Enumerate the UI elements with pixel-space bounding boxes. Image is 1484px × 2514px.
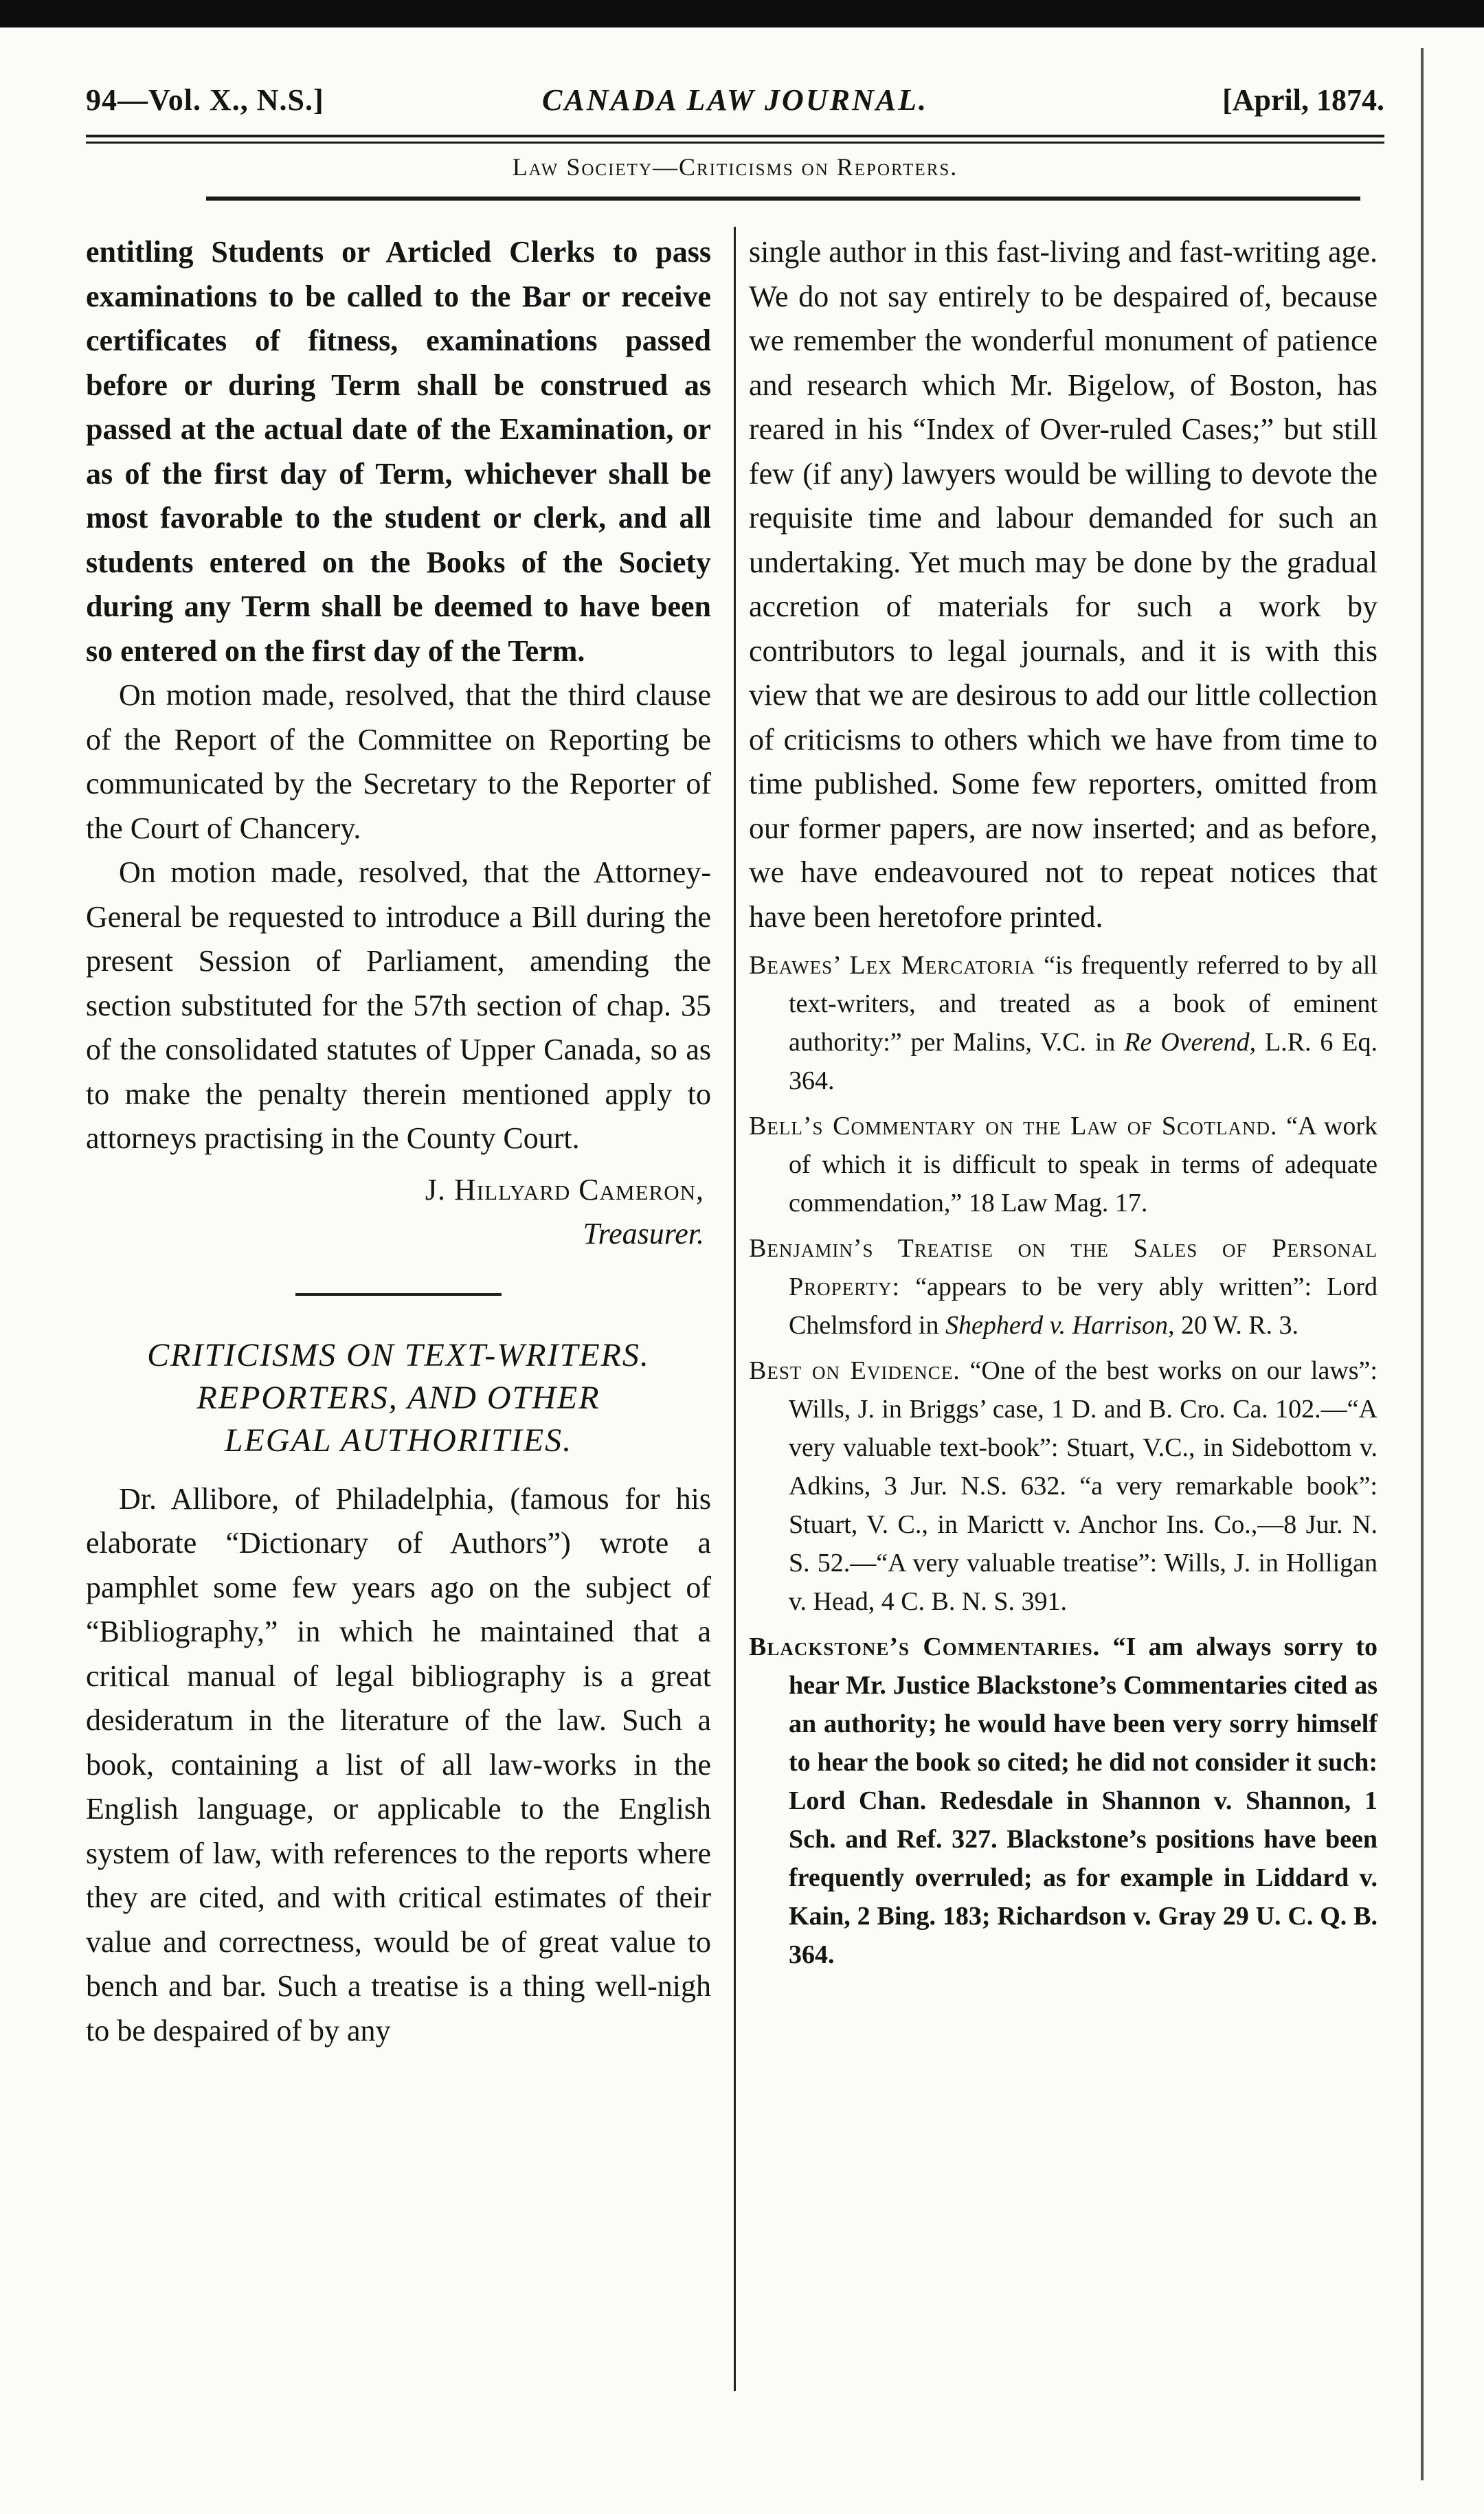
right-column: [749, 230, 1378, 1981]
article-heading-line-3: LEGAL AUTHORITIES.: [224, 1422, 573, 1459]
ref-title: Best on Evidence.: [749, 1356, 960, 1385]
section-rule: [206, 197, 1360, 201]
section-break-rule: [295, 1293, 502, 1296]
ref-text: “appears to be very ably written”: Lord Chelmsford in: [789, 1272, 1378, 1340]
left-column: [86, 230, 711, 2053]
ref-title: Bell’s Commentary on the Law of Scotland.: [749, 1112, 1278, 1141]
issue-date: [April, 1874.: [1222, 83, 1384, 117]
running-header: [86, 77, 1384, 125]
ref-title: Blackstone’s Commentaries.: [749, 1632, 1101, 1661]
section-title: Law Society—Criticisms on Reporters.: [512, 153, 958, 181]
signature-title: Treasurer.: [583, 1216, 704, 1250]
header-rule-bottom: [86, 142, 1384, 144]
paragraph-attorney-general-motion: On motion made, resolved, that the Attorney-General be requested to introduce a Bill during the present Session of Parliament, amending the section substituted for the 57th section of chap. 35 of the consolidated statutes of Upper Canada, so as to make the penalty therein mentioned apply to attorneys practising in the County Court.: [86, 855, 711, 1155]
ref-entry: [749, 1628, 1378, 1974]
paragraph-students: entitling Students or Articled Clerks to pass examinations to be called to the Bar or receive certificates of fitness, examinations passed before or during Term shall be construed as passed at the actual date of the Examination, or as of the first day of Term, whichever shall be most favorable to the student or clerk, and all students entered on the Books of the Society during any Term shall be deemed to have been so entered on the first day of the Term.: [86, 235, 711, 668]
ref-text-end: 20 W. R. 3.: [1174, 1311, 1299, 1340]
ref-entry: [749, 946, 1378, 1100]
ref-title: Benjamin’s Treatise on the Sales of Personal Property:: [749, 1234, 1378, 1301]
scan-margin-line: [1421, 48, 1424, 2480]
article-heading: [86, 1334, 711, 1462]
ref-entry: [749, 1107, 1378, 1222]
header-rule-top: [86, 135, 1384, 137]
ref-case: Re Overend,: [1124, 1028, 1257, 1057]
scan-top-edge: [0, 0, 1484, 27]
paragraph-reporting-motion: On motion made, resolved, that the third clause of the Report of the Committee on Reporting be communicated by the Secretary to the Reporter of the Court of Chancery.: [86, 678, 711, 845]
ref-entry: [749, 1229, 1378, 1345]
signature-block: [86, 1168, 704, 1256]
ref-text: “A work of which it is difficult to speak in terms of adequate commendation,” 18 Law Mag. 17.: [789, 1112, 1378, 1217]
ref-entry: [749, 1351, 1378, 1621]
article-heading-line-2: REPORTERS, AND OTHER: [196, 1379, 600, 1416]
paragraph-single-author: single author in this fast-living and fast-writing age. We do not say entirely to be despaired of, because we remember the wonderful monument of patience and research which Mr. Bigelow, of Boston, has reared in his “Index of Over-ruled Cases;” but still few (if any) lawyers would be willing to devote the requisite time and labour demanded for such an undertaking. Yet much may be done by the gradual accretion of materials for such a work by contributors to legal journals, and it is with this view that we are desirous to add our little collection of criticisms to others which we have from time to time published. Some few reporters, omitted from our former papers, are now inserted; and as before, we have endeavoured not to repeat notices that have been heretofore printed.: [749, 235, 1378, 934]
article-heading-line-1: CRITICISMS ON TEXT-WRITERS.: [147, 1336, 650, 1373]
ref-case: Shepherd v. Harrison,: [945, 1311, 1175, 1340]
ref-title: Beawes’ Lex Mercatoria: [749, 951, 1035, 980]
ref-text: “I am always sorry to hear Mr. Justice Blackstone’s Commentaries cited as an authority; he would have been very sorry himself to hear the book so cited; he did not consider it such: Lord Chan. Redesdale in Shannon v. Shannon, 1 Sch. and Ref. 327. Blackstone’s positions have been frequently overruled; as for example in Liddard v. Kain, 2 Bing. 183; Richardson v. Gray 29 U. C. Q. B. 364.: [789, 1632, 1378, 1969]
column-divider: [734, 227, 736, 2391]
signature-name: J. Hillyard Cameron,: [425, 1172, 704, 1207]
ref-text: “One of the best works on our laws”: Wills, J. in Briggs’ case, 1 D. and B. Cro. Ca. 102.—“A very valuable text-book”: Stuart, V.C., in Sidebottom v. Adkins, 3 Jur. N.S. 632. “a very remarkable book”: Stuart, V. C., in Marictt v. Anchor Ins. Co.,—8 Jur. N. S. 52.—“A very valuable treatise”: Wills, J. in Holligan v. Head, 4 C. B. N. S. 391.: [789, 1356, 1378, 1616]
ref-text-end: L.R. 6 Eq. 364.: [789, 1028, 1378, 1095]
ref-text: “is frequently referred to by all text-writers, and treated as a book of eminent authority:” per Malins, V.C. in: [789, 951, 1378, 1057]
volume-label: 94—Vol. X., N.S.]: [86, 83, 324, 117]
paragraph-allibone: Dr. Allibore, of Philadelphia, (famous for his elaborate “Dictionary of Authors”) wrote a pamphlet some few years ago on the subject of “Bibliography,” in which he maintained that a critical manual of legal bibliography is a great desideratum in the literature of the law. Such a book, containing a list of all law-works in the English language, or applicable to the English system of law, with references to the reports where they are cited, and with critical estimates of their value and correctness, would be of great value to bench and bar. Such a treatise is a thing well-nigh to be despaired of by any: [86, 1481, 711, 2047]
journal-title: CANADA LAW JOURNAL.: [542, 83, 928, 117]
